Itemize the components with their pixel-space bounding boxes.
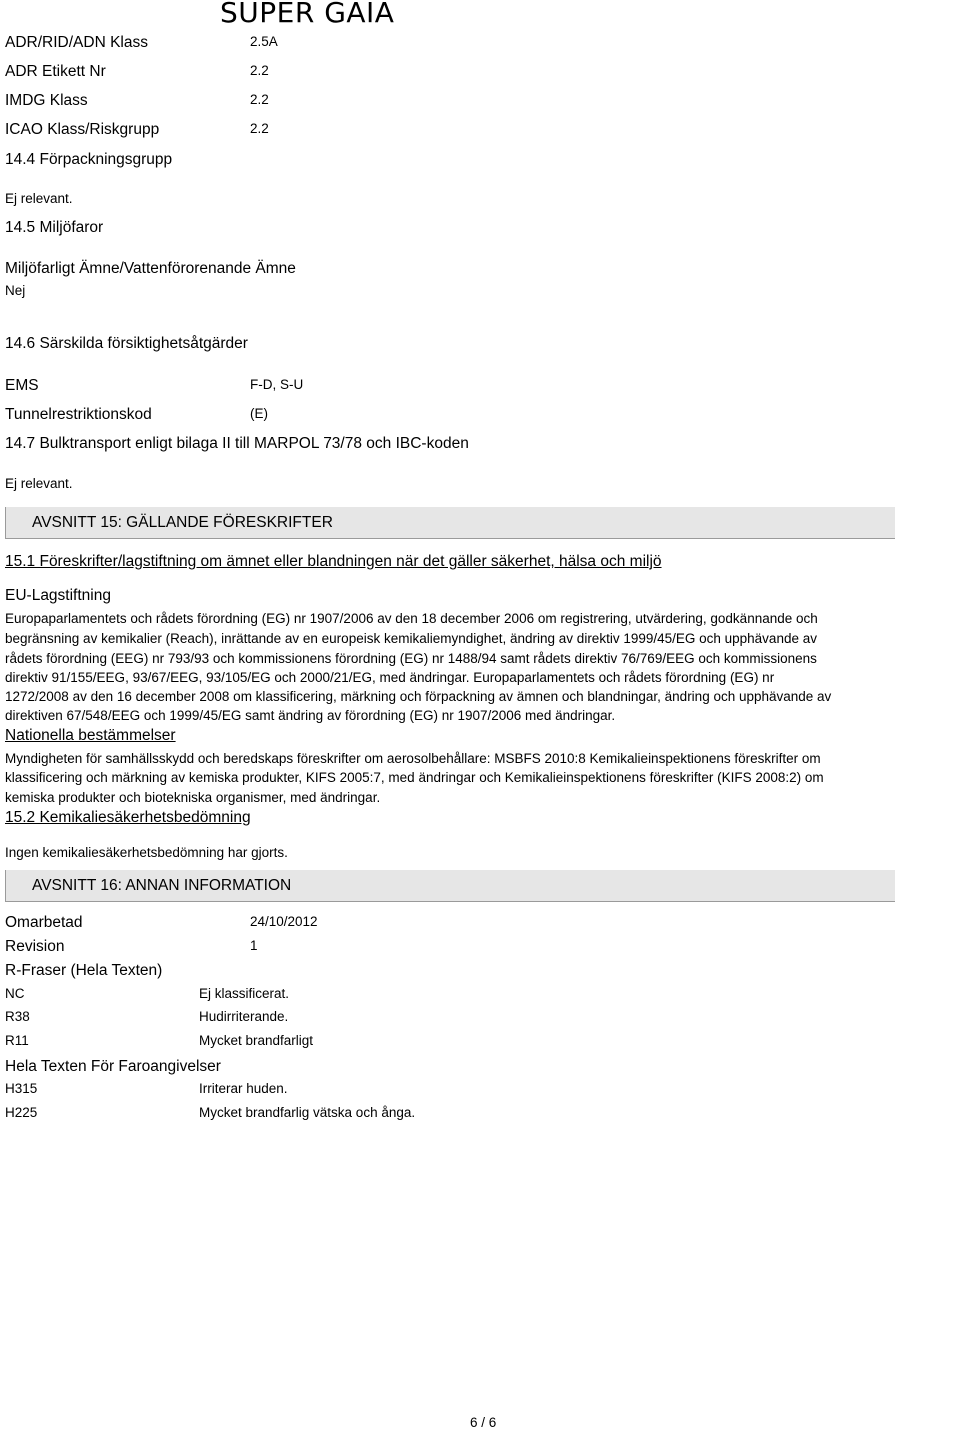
s14-5-subheading: Miljöfarligt Ämne/Vattenförorenande Ämne: [5, 260, 296, 277]
h-phrase-code: H315: [5, 1081, 38, 1096]
section-16-header: [5, 870, 895, 902]
revision-value: 1: [250, 938, 258, 953]
page-number: 6 / 6: [470, 1415, 497, 1430]
section-16-title: AVSNITT 16: ANNAN INFORMATION: [32, 877, 292, 894]
tunnel-label: Tunnelrestriktionskod: [5, 406, 152, 423]
eu-line: direktiven 67/548/EEG och 1999/45/EG samt ändring av förordning (EG) nr 1907/2006 med ändringar.: [5, 708, 616, 723]
ems-value: F-D, S-U: [250, 377, 304, 392]
r-phrase-text: Mycket brandfarligt: [199, 1033, 314, 1048]
adr-label-value: 2.2: [250, 63, 269, 78]
h-phrases-heading: Hela Texten För Faroangivelser: [5, 1058, 221, 1075]
national-line: Myndigheten för samhällsskydd och beredskaps föreskrifter om aerosolbehållare: MSBFS 2010:8 Kemikalieinspektionens föreskrifter om: [5, 751, 821, 766]
r-phrase-code: NC: [5, 986, 25, 1001]
adr-class-value: 2.5A: [250, 34, 278, 49]
s15-1-heading: 15.1 Föreskrifter/lagstiftning om ämnet eller blandningen när det gäller säkerhet, hälsa och miljö: [5, 553, 662, 570]
s14-7-heading: 14.7 Bulktransport enligt bilaga II till MARPOL 73/78 och IBC-koden: [5, 435, 469, 452]
section-15-title: AVSNITT 15: GÄLLANDE FÖRESKRIFTER: [32, 514, 333, 531]
icao-class-value: 2.2: [250, 121, 269, 136]
r-phrase-code: R11: [5, 1033, 29, 1048]
h-phrase-code: H225: [5, 1105, 38, 1120]
tunnel-value: (E): [250, 406, 268, 421]
eu-line: direktiv 91/155/EEG, 93/67/EEG, 93/105/EG och 2000/21/EG, med ändringar. Europaparlamentets och rådets förordning (EG) nr: [5, 670, 775, 685]
s15-2-heading: 15.2 Kemikaliesäkerhetsbedömning: [5, 809, 251, 826]
s14-5-heading: 14.5 Miljöfaror: [5, 219, 104, 236]
r-phrase-code: R38: [5, 1009, 30, 1024]
eu-heading: EU-Lagstiftning: [5, 587, 111, 604]
icao-class-label: ICAO Klass/Riskgrupp: [5, 121, 160, 138]
s14-4-text: Ej relevant.: [5, 191, 73, 206]
ems-label: EMS: [5, 377, 39, 394]
adr-class-label: ADR/RID/ADN Klass: [5, 34, 148, 51]
r-phrase-text: Hudirriterande.: [199, 1009, 289, 1024]
r-phrase-text: Ej klassificerat.: [199, 986, 290, 1001]
s14-5-text: Nej: [5, 283, 26, 298]
s14-7-text: Ej relevant.: [5, 476, 73, 491]
r-phrases-heading: R-Fraser (Hela Texten): [5, 962, 163, 979]
section-15-header: [5, 507, 895, 539]
adr-label-label: ADR Etikett Nr: [5, 63, 106, 80]
s14-6-heading: 14.6 Särskilda försiktighetsåtgärder: [5, 335, 248, 352]
revised-value: 24/10/2012: [250, 914, 318, 929]
h-phrase-text: Mycket brandfarlig vätska och ånga.: [199, 1105, 416, 1120]
imdg-class-value: 2.2: [250, 92, 269, 107]
revised-label: Omarbetad: [5, 914, 83, 931]
brand-title: SUPER GAIA: [220, 0, 395, 29]
s15-2-text: Ingen kemikaliesäkerhetsbedömning har gjorts.: [5, 845, 288, 860]
imdg-class-label: IMDG Klass: [5, 92, 88, 109]
national-heading: Nationella bestämmelser: [5, 727, 176, 744]
revision-label: Revision: [5, 938, 65, 955]
eu-line: begränsning av kemikalier (Reach), inrättande av en europeisk kemikaliemyndighet, ändring av direktiv 1999/45/EG och upphävande av: [5, 631, 817, 646]
eu-line: rådets förordning (EEG) nr 793/93 och kommissionens förordning (EG) nr 1488/94 samt rådets direktiv 76/769/EEG och kommissionens: [5, 651, 817, 666]
eu-line: 1272/2008 av den 16 december 2008 om klassificering, märkning och förpackning av ämnen och blandningar, ändring och upphävande av: [5, 689, 832, 704]
national-line: klassificering och märkning av kemiska produkter, KIFS 2005:7, med ändringar och Kemikalieinspektionens föreskrifter (KIFS 2008:2) om: [5, 770, 824, 785]
h-phrase-text: Irriterar huden.: [199, 1081, 288, 1096]
national-line: kemiska produkter och biotekniska organismer, med ändringar.: [5, 790, 381, 805]
eu-line: Europaparlamentets och rådets förordning (EG) nr 1907/2006 av den 18 december 2006 om registrering, utvärdering, godkännande och: [5, 611, 818, 626]
s14-4-heading: 14.4 Förpackningsgrupp: [5, 151, 173, 168]
